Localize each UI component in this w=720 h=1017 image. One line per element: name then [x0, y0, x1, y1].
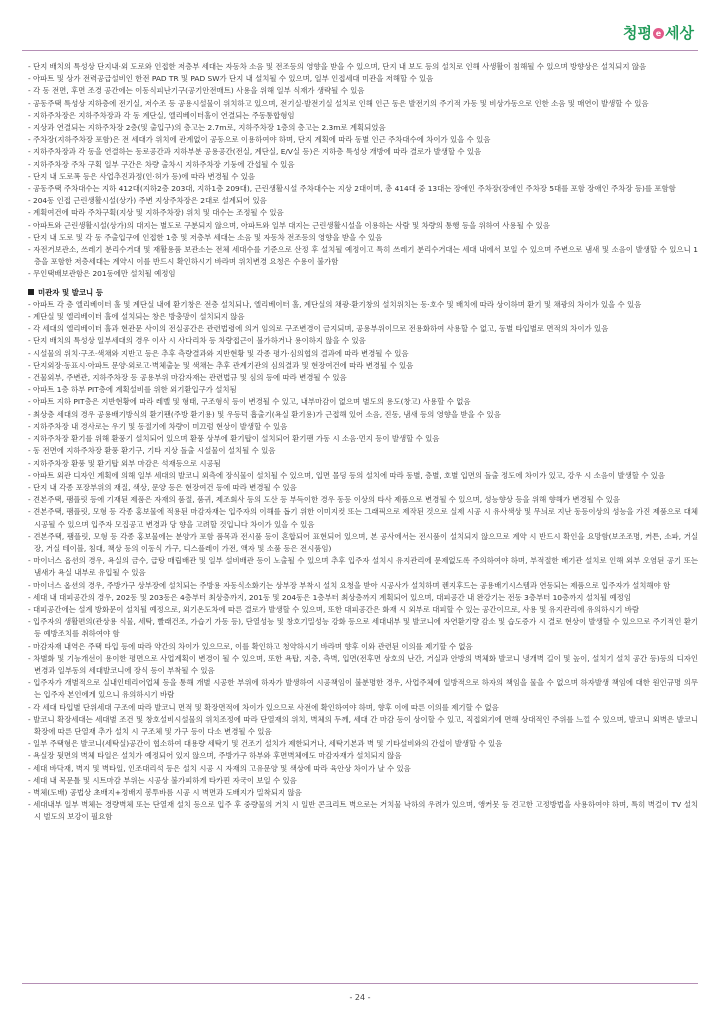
- notice-item: - 지하주차장 주차 구획 일부 구간은 차량 출차시 지하주차장 기둥에 간섭될 수 있음: [28, 159, 295, 169]
- notice-item: - 단지외장·동표시·아파트 문양·외로고·벽체출눈 및 색채는 추후 관계기관의 심의결과 및 현장여건에 따라 변경될 수 있음: [28, 360, 414, 370]
- notice-item: - 아파트 및 상가 전력공급설비인 한전 PAD TR 및 PAD SW가 단지 내 설치될 수 있으며, 일부 인접세대 미관을 저해할 수 있음: [28, 74, 434, 84]
- notice-item: - 일부 주택형은 발코니(세탁실)공간이 협소하여 대용량 세탁기 및 건조기 설치가 제한되거나, 세탁기본과 벽 및 기타설비와의 간섭이 발생할 수 있음: [28, 739, 503, 749]
- notice-item: - 견본주택, 팸플릿, 모형 등 각종 홍보물에 적용된 마감자재는 입주자의 이해를 돕기 위한 이미지컷 또는 그래픽으로 제작된 것으로 실제 시공 시 유사색상 및 무늬로 지난 동등이상의 성능을 가진 제품으로 대체 시공될 수 있으며 입주자 모집공고 변경과 당 향을 고려할 것입니다 차이가 있을 수 있음: [28, 507, 698, 529]
- notice-item: - 각 세대 타입별 단위세대 구조에 따라 발코니 면적 및 확장면적에 차이가 있으므로 사전에 확인하여야 하며, 향후 이에 따른 이의를 제기할 수 없음: [28, 702, 499, 712]
- notice-item: - 욕실장 뒷면의 벽체 타일은 설치가 예정되어 있지 않으며, 주방가구 하부와 후면벽체에도 마감자재가 설치되지 않음: [28, 751, 402, 761]
- notice-item: - 지하주차장은 지하주차장과 각 동 계단실, 엘리베이터홀이 연결되는 주동통합형임: [28, 110, 295, 120]
- notice-item: - 각 동 전면, 후면 조경 공간에는 이동식피난기구(공기안전매트) 사용을 위해 일부 식재가 생략될 수 있음: [28, 86, 365, 96]
- notice-list-site: [28, 61, 698, 281]
- section-heading: 미관자 및 발코니 등: [28, 287, 698, 299]
- notice-item: - 단지 내 도로 및 각 동 주출입구에 인접한 1층 및 저층부 세대는 소음 및 자동차 전조등의 영향을 받을 수 있음: [28, 232, 383, 242]
- document-body: [28, 61, 698, 824]
- notice-item: - 주차장(지하주차장 포함)은 전 세대가 위치에 관계없이 공동으로 이용하여야 하며, 단지 계획에 따라 동별 인근 주차대수에 차이가 있을 수 있음: [28, 135, 491, 145]
- notice-item: - 아파트 1층 하부 PIT층에 계획설비를 위한 외기환입구가 설치됨: [28, 385, 237, 395]
- notice-item: - 세대 내 목문틀 및 시트마감 부위는 시공상 불가피하게 타카핀 자국이 보일 수 있음: [28, 775, 297, 785]
- notice-item: - 204동 인접 근린생활시설(상가) 주변 지상주차장은 2대로 설계되어 있음: [28, 196, 267, 206]
- notice-item: - 아파트와 근린생활시설(상가)의 대지는 별도로 구분되지 않으며, 아파트와 일부 대지는 근린생활시설을 이용하는 사람 및 차량의 통행 등을 위하여 사용될 수 있음: [28, 220, 550, 230]
- notice-item: - 지하주차장과 각 동을 연결하는 동로공간과 지하부분 공용공간(전실, 계단실, E/V실 등)은 지하층 특성상 개방에 따라 결로가 발생할 수 있음: [28, 147, 482, 157]
- notice-item: - 계획여건에 따라 주차구획(지상 및 지하주차장) 위치 및 대수는 조정될 수 있음: [28, 208, 284, 218]
- brand-logo: 청평 e 세상: [623, 24, 694, 42]
- notice-item: - 지하주차장 내 경사로는 우기 및 동절기에 차량이 미끄럼 현상이 발생할 수 있음: [28, 421, 288, 431]
- notice-item: - 지상과 연결되는 지하주차장 2층(및 출입구)의 층고는 2.7m로, 지하주차장 1층의 층고는 2.3m로 계획되었음: [28, 123, 386, 133]
- notice-item: - 단지 내 도로폭 등은 사업추진과정(인·허가 등)에 따라 변경될 수 있음: [28, 171, 256, 181]
- notice-item: - 세대 바닥재, 벽지 및 벽타일, 인조대리석 등은 설치 시공 시 자재의 고유문양 및 색상에 따라 육안상 차이가 날 수 있음: [28, 763, 411, 773]
- page-number: - 24 -: [349, 993, 371, 1002]
- notice-item: - 입주자의 생활편의(관상용 식물, 세탁, 빨래건조, 가습기 가동 등), 단열성능 및 창호기밀성능 강화 등으로 세대내부 및 발코니에 자연환기량 감소 및 습도증가 시 결로 현상이 발생할 수 있으므로 주기적인 환기 등 예방조치를 취하여야 함: [28, 617, 698, 639]
- notice-item: - 계단실 및 엘리베이터 홀에 설치되는 창은 방충망이 설치되지 않음: [28, 312, 245, 322]
- notice-item: - 단지 내 각종 포장부위의 재질, 색상, 문양 등은 현장여건 등에 따라 변경될 수 있음: [28, 482, 297, 492]
- notice-item: - 세대내부 일부 벽체는 경량벽체 또는 단열재 설치 등으로 입주 후 중량물의 거치 시 일반 콘크리트 벽으로는 거치물 낙하의 우려가 있으며, 앵커못 등 견고한 고정방법을 사용하여야 하며, 특히 벽걸이 TV 설치 시 벌도의 보강이 필요함: [28, 800, 698, 822]
- notice-item: - 지하주차장 환기를 위해 환풍기 설치되어 있으며 환풍 상부에 환기탑이 설치되어 환기팬 가동 시 소음·먼지 등이 발생할 수 있음: [28, 434, 440, 444]
- notice-item: - 차별화 및 기능개선이 용이한 평면으로 사업계획이 변경이 될 수 있으며, 또한 욕탑, 지층, 측벽, 입면(전후면 상호의 난간, 거실과 안방의 벽체화 발코니 냉개벽 길이 및 높이, 설치기 설치 공간 등)등의 디자인 변경과 일부동의 세대발코니에 장식 등이 부착될 수 있음: [28, 653, 698, 675]
- notice-item: - 견본주택, 팸플릿, 모형 등 각종 홍보물에는 분양가 포함 품목과 전시품 등이 혼합되어 표현되어 있으며, 본 공사에서는 전시품이 설치되지 않으므로 계약 시 반드시 확인을 요망함(보조조명, 커튼, 소파, 거실장, 거실 테이블, 침대, 책상 등의 이동식 가구, 디스플레이 가전, 액자 및 소품 등은 전시품임): [28, 531, 698, 553]
- notice-item: - 건물외부, 주변관, 지하주차장 등 공용부위 마감자재는 관련법규 및 심의 등에 따라 변경될 수 있음: [28, 373, 347, 383]
- notice-item: - 입주자가 개별적으로 실내인테리어업체 등을 통해 개별 시공한 부위에 하자가 발생하여 시공책임이 불분명한 경우, 사업주체에 일방적으로 하자의 책임을 물을 수 없으며 하자발생 책임에 대한 원인규명 의무는 입주자 본인에게 있으니 유의하시기 바람: [28, 678, 698, 700]
- notice-item: - 자전거보관소, 쓰레기 분리수거대 및 재활용품 보관소는 전체 세대수를 기준으로 산정 후 설치될 예정이고 특히 쓰레기 분리수거대는 세대 내에서 보일 수 있으며 주변으로 냄새 및 소음이 발생할 수 있으니 1층을 포함한 저층세대는 계약시 이를 반드시 확인하시기 바라며 위치변경 요청은 수용이 불가함: [28, 245, 698, 267]
- notice-item: - 단지 배치의 특성상 일부세대의 경우 이사 시 사다리차 등 차량접근이 불가하거나 용이하지 않을 수 있음: [28, 336, 366, 346]
- notice-item: - 시설물의 위치·구조·색채와 지반고 등은 추후 측량결과와 지반현황 및 각종 평가·심의협의 결과에 따라 변경될 수 있음: [28, 348, 409, 358]
- notice-item: - 마감자재 내역은 주택 타입 등에 따라 약간의 차이가 있으므로, 이를 확인하고 청약하시기 바라며 향후 이와 관련된 이의를 제기할 수 없음: [28, 641, 473, 651]
- notice-item: - 각 세대의 엘리베이터 홀과 현관문 사이의 전실공간은 관련법령에 의거 임의로 구조변경이 금지되며, 공용부위이므로 전용화하여 사용할 수 없고, 동별 타입별로 면적의 차이가 있음: [28, 324, 609, 334]
- notice-item: - 동 전면에 지하주차장 환풍 환기구, 기타 지상 돌출 시설물이 설치될 수 있음: [28, 446, 276, 456]
- square-bullet-icon: [28, 289, 34, 295]
- notice-list-finishes: [28, 299, 698, 824]
- notice-item: - 아파트 지하 PIT층은 지반현황에 따라 레벨 및 형태, 구조형식 등이 변경될 수 있고, 내부마감이 없으며 별도의 용도(창고) 사용할 수 없음: [28, 397, 471, 407]
- notice-item: - 견본주택, 팸플릿 등에 기재된 제품은 자재의 품절, 품귀, 제조회사 등의 도산 등 부득이한 경우 동등 이상의 타사 제품으로 변경될 수 있으며, 성능향상 등을 위해 향해가 변경될 수 있음: [28, 495, 620, 505]
- notice-item: - 단지 배치의 특성상 단지내·외 도로와 인접한 저층부 세대는 자동차 소음 및 전조등의 영향을 받을 수 있으며, 단지 내 보도 등의 설치로 인해 사생활이 침해될 수 있으며 방향상은 설치되지 않음: [28, 62, 647, 71]
- notice-item: - 공동주택 주차대수는 지하 412대(지하2층 203대, 지하1층 209대), 근린생활시설 주차대수는 지상 2대이며, 총 414대 중 13대는 장애인 주차장(장애인 주차장 5대를 포함 장애인 주차장 등)를 포함함: [28, 184, 676, 194]
- notice-item: - 세대 내 대피공간의 경우, 202동 및 203동은 4층부터 최상층까지, 201동 및 204동은 1층부터 최상층까지 계획되어 있으며, 대피공간 내 완강기는 전동 3층부터 10층까지 설치될 예정임: [28, 592, 631, 602]
- notice-item: - 발코니 확장세대는 세대별 조건 및 창호설비시설물의 위치조정에 따라 단열재의 위치, 벽체의 두께, 세대 간 마감 등이 상이할 수 있고, 직접외기에 면해 상대적인 주위를 느낄 수 있으며, 발코니 외벽은 발코니 확장에 따른 단열재 추가 설치 시 구조체 및 가구 등이 다소 변경될 수 있음: [28, 714, 698, 736]
- notice-item: - 마이너스 옵션의 경우, 욕실의 금수, 급탕 매립배관 및 일부 설비배관 등이 노출될 수 있으며 추후 입주자 설치시 유지관리에 문제없도록 주의하여야 하며, 부적절한 배기관 설치로 인해 외부 오염된 공기 또는 냄새가 욕실 내부로 유입될 수 있음: [28, 556, 698, 578]
- notice-item: - 지하주차장 환풍 및 환기탑 외부 마감은 석재등으로 시공됨: [28, 458, 221, 468]
- header-divider: [22, 50, 698, 51]
- notice-item: - 최상층 세대의 경우 공용배기방식의 환기팬(주방 환기용) 및 우등덕 흡출기(욕실 환기용)가 근접해 있어 소음, 진동, 냄새 등의 영향을 받을 수 있음: [28, 409, 501, 419]
- footer-divider: [22, 983, 698, 984]
- notice-item: - 공동주택 특성상 지하층에 전기실, 저수조 등 공용시설물이 위치하고 있으며, 전기실·발전기실 설치로 인해 인근 동은 발전기의 주기적 가동 및 비상가동으로 인한 소음 및 매연이 발생할 수 있음: [28, 98, 649, 108]
- notice-item: - 아파트 각 층 엘리베이터 홀 및 계단실 내에 환기창은 전층 설치되나, 엘리베이터 홀, 계단실의 채광·환기창의 설치위치는 동·호수 및 배치에 따라 상이하며 환기 및 채광의 차이가 있을 수 있음: [28, 299, 642, 309]
- notice-item: - 무인택배보관함은 201동에만 설치될 예정임: [28, 269, 176, 279]
- notice-item: - 마이너스 옵션의 경우, 주방가구 상부장에 설치되는 주방용 자동식소화기는 상부장 부착시 설치 요청을 받아 시공사가 설치하며 렌지후드는 공용배기시스템과 연동되는 제품으로 입주자가 설치해야 함: [28, 580, 671, 590]
- notice-item: - 대피공간에는 설계 방화문이 설치될 예정으로, 외기온도차에 따른 결로가 발생할 수 있으며, 또한 대피공간은 화재 시 외부로 대피할 수 있는 공간이므로, 사용 및 유지관리에 유의하시기 바람: [28, 604, 640, 614]
- notice-item: - 아파트 외관 디자인 계획에 의해 일부 세대의 발코니 외측에 장식물이 설치될 수 있으며, 입면 몰딩 등의 설치에 따라 동별, 층별, 호별 입면의 돌출 정도에 차이가 있고, 강우 시 소음이 발생할 수 있음: [28, 470, 665, 480]
- notice-item: - 벽체(도배) 공법상 초배지+정배지 봉투바름 시공 시 벽면과 도배지가 밀착되지 않음: [28, 787, 302, 797]
